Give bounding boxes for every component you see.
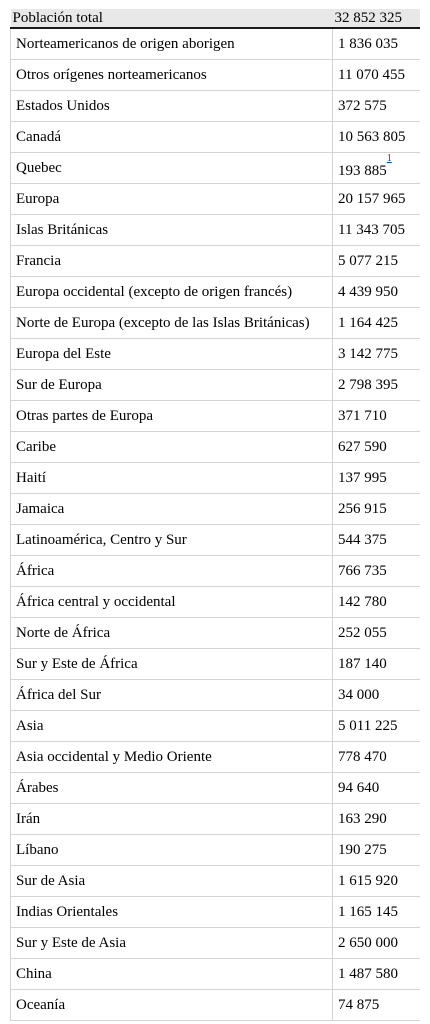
table-row [11,680,421,711]
row-value [333,525,421,556]
row-value-text: 163 290 [338,811,387,827]
row-value-text: 142 780 [338,594,387,610]
population-table [10,9,420,1021]
table-row [11,711,421,742]
row-value-text: 1 165 145 [338,904,398,920]
row-value-text: 1 836 035 [338,36,398,52]
row-value [333,649,421,680]
table-body [11,28,421,1021]
footnote-ref [386,153,392,172]
row-value [333,556,421,587]
row-label: Latinoamérica, Centro y Sur [11,525,333,556]
row-value [333,990,421,1021]
row-label: Sur y Este de Asia [11,928,333,959]
table-row [11,28,421,60]
row-value [333,308,421,339]
row-label: Oceanía [11,990,333,1021]
row-value-text: 766 735 [338,563,387,579]
table-row [11,742,421,773]
row-value-text: 190 275 [338,842,387,858]
row-value-text: 94 640 [338,780,380,796]
table-row [11,401,421,432]
row-value-text: 11 070 455 [338,67,405,83]
row-value [333,773,421,804]
row-value-text: 372 575 [338,98,387,114]
row-value-text: 1 615 920 [338,873,398,889]
row-label: Asia [11,711,333,742]
footnote-link[interactable]: 1 [386,153,392,164]
table-row [11,990,421,1021]
row-value-text: 4 439 950 [338,284,398,300]
row-label: Otras partes de Europa [11,401,333,432]
table-row [11,556,421,587]
row-label: Otros orígenes norteamericanos [11,60,333,91]
row-label: Islas Británicas [11,215,333,246]
row-label: África central y occidental [11,587,333,618]
row-value [333,91,421,122]
population-table-container [10,9,420,1024]
row-label: Sur de Europa [11,370,333,401]
row-value [333,494,421,525]
row-value-text: 252 055 [338,625,387,641]
row-label: Estados Unidos [11,91,333,122]
table-row [11,432,421,463]
row-value [333,897,421,928]
row-label: África [11,556,333,587]
row-value [333,959,421,990]
row-value [333,680,421,711]
table-row [11,618,421,649]
row-label: Haití [11,463,333,494]
table-row [11,184,421,215]
row-value-text: 2 650 000 [338,935,398,951]
table-row [11,494,421,525]
row-value [333,742,421,773]
table-row [11,773,421,804]
row-value [333,122,421,153]
row-label: Norte de África [11,618,333,649]
row-label: Sur y Este de África [11,649,333,680]
row-label: Canadá [11,122,333,153]
row-value-text: 3 142 775 [338,346,398,362]
row-label: Quebec [11,153,333,184]
row-value-text: 137 995 [338,470,387,486]
row-value [333,28,421,60]
table-row [11,866,421,897]
row-value [333,153,421,184]
row-label: Jamaica [11,494,333,525]
table-row [11,835,421,866]
row-value [333,866,421,897]
row-value [333,184,421,215]
row-value-text: 5 011 225 [338,718,398,734]
row-value-text: 74 875 [338,997,380,1013]
row-value [333,618,421,649]
row-value-text: 1 487 580 [338,966,398,982]
row-value [333,928,421,959]
row-value [333,401,421,432]
row-label: Europa [11,184,333,215]
row-value [333,432,421,463]
row-label: Árabes [11,773,333,804]
table-row [11,122,421,153]
row-value-text: 2 798 395 [338,377,398,393]
table-row [11,587,421,618]
row-value-text: 627 590 [338,439,387,455]
row-value [333,711,421,742]
table-row [11,370,421,401]
row-label: China [11,959,333,990]
row-value [333,215,421,246]
row-label: Sur de Asia [11,866,333,897]
row-value-text: 34 000 [338,687,380,703]
row-value [333,835,421,866]
row-label: Asia occidental y Medio Oriente [11,742,333,773]
row-label: Norte de Europa (excepto de las Islas Británicas) [11,308,333,339]
row-label: Indias Orientales [11,897,333,928]
row-label: Europa del Este [11,339,333,370]
row-label: África del Sur [11,680,333,711]
row-value-text: 778 470 [338,749,387,765]
row-value [333,804,421,835]
row-value-text: 544 375 [338,532,387,548]
table-row [11,277,421,308]
table-row [11,339,421,370]
table-row [11,91,421,122]
table-row [11,153,421,184]
row-label: Francia [11,246,333,277]
row-value [333,339,421,370]
row-label: Caribe [11,432,333,463]
row-value [333,370,421,401]
row-value [333,246,421,277]
table-row [11,804,421,835]
row-value-text: 1 164 425 [338,315,398,331]
table-header-row [11,9,421,28]
table-row [11,525,421,556]
row-value-text: 10 563 805 [338,129,406,145]
table-row [11,897,421,928]
table-row [11,928,421,959]
row-value-text: 20 157 965 [338,191,406,207]
row-label: Europa occidental (excepto de origen francés) [11,277,333,308]
row-value-text: 187 140 [338,656,387,672]
table-row [11,463,421,494]
row-value-text: 193 885 [338,163,387,179]
row-value-text: 5 077 215 [338,253,398,269]
row-label: Líbano [11,835,333,866]
row-label: Irán [11,804,333,835]
table-row [11,308,421,339]
table-row [11,959,421,990]
table-row [11,246,421,277]
table-row [11,649,421,680]
row-value-text: 256 915 [338,501,387,517]
row-value [333,463,421,494]
row-value [333,277,421,308]
table-row [11,215,421,246]
row-value-text: 11 343 705 [338,222,405,238]
header-value: 32 852 325 [333,9,421,28]
row-value [333,60,421,91]
row-value [333,587,421,618]
header-label: Población total [11,9,333,28]
row-value-text: 371 710 [338,408,387,424]
table-row [11,60,421,91]
row-label: Norteamericanos de origen aborigen [11,28,333,60]
